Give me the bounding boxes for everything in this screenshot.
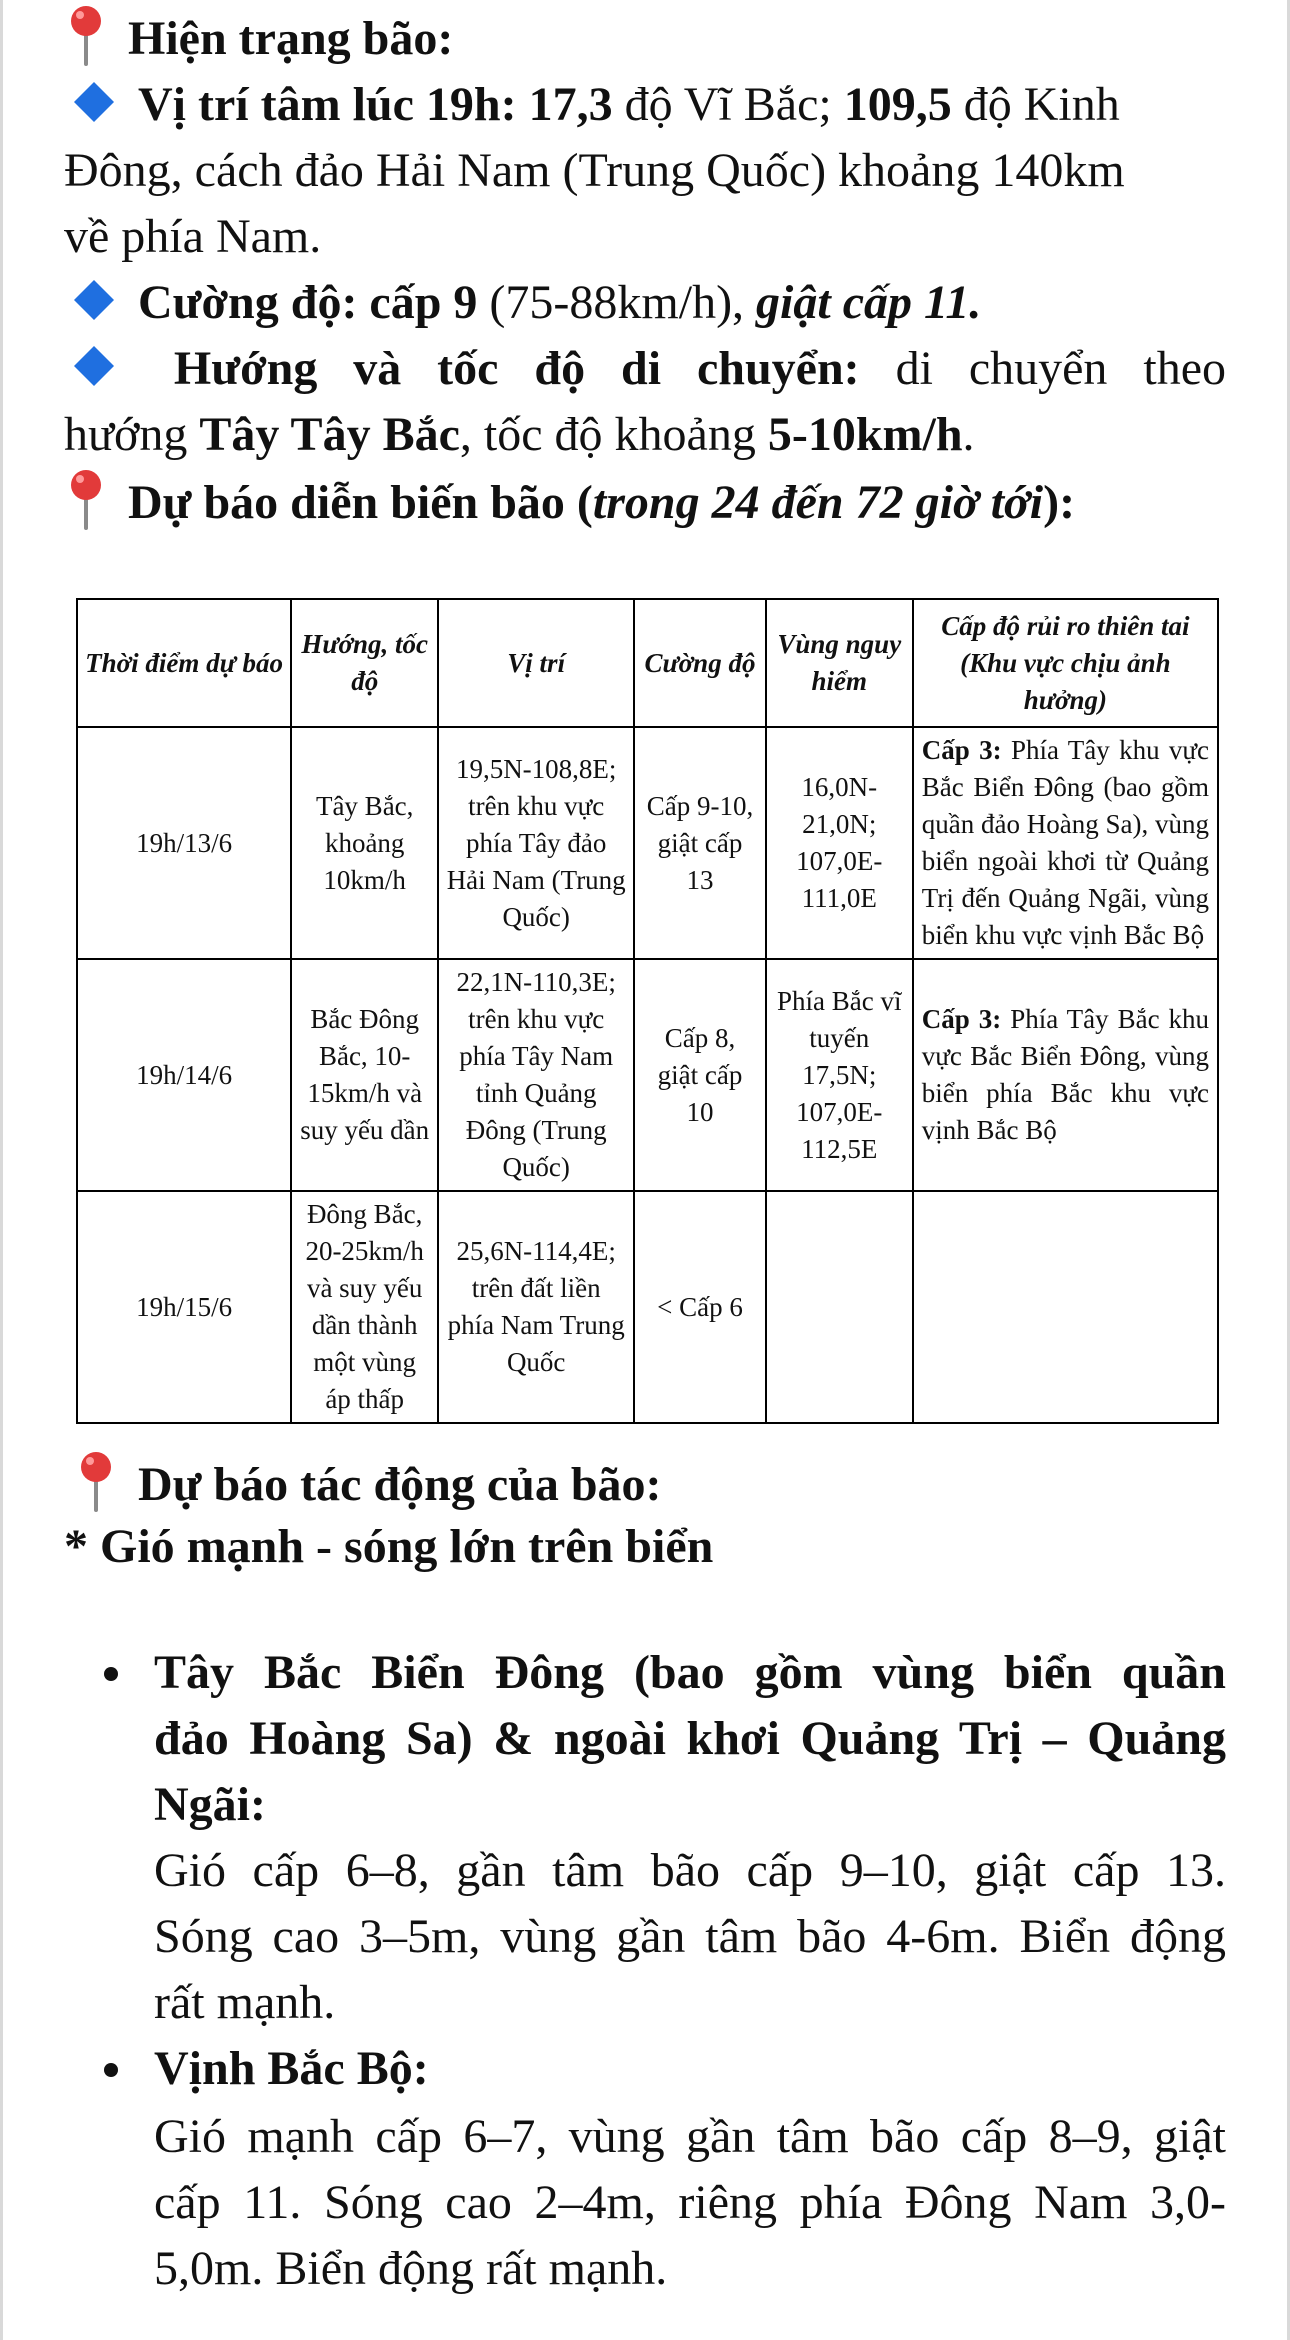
table-header-row <box>77 599 1218 727</box>
bullet-dot <box>104 2063 118 2077</box>
cell-risk <box>913 727 1218 959</box>
impact-item-title: Ngãi: <box>154 1778 266 1831</box>
pushpin-icon <box>74 1450 118 1512</box>
impact-item-body: 5,0m. Biển động rất mạnh. <box>154 2242 668 2295</box>
impact-item-title: đảo Hoàng Sa) & ngoài khơi Quảng Trị – Quảng <box>154 1712 1226 1765</box>
impact-item-title: Tây Bắc Biển Đông (bao gồm vùng biển quần <box>154 1646 1226 1699</box>
cell-position: 19,5N-108,8E; trên khu vực phía Tây đảo Hải Nam (Trung Quốc) <box>438 727 634 959</box>
header-position: Vị trí <box>438 599 634 727</box>
intensity-line: Cường độ: cấp 9 (75-88km/h), giật cấp 11. <box>64 270 1226 336</box>
movement-line-2: hướng Tây Tây Bắc, tốc độ khoảng 5-10km/h. <box>64 408 975 461</box>
impact-heading: Dự báo tác động của bão: <box>64 1450 1226 1518</box>
movement-line-1: Hướng và tốc độ di chuyển: di chuyển theo <box>64 336 1226 402</box>
cell-risk <box>913 959 1218 1191</box>
risk-area: Phía Tây Bắc khu vực Bắc Biển Đông, vùng biển phía Bắc khu vực vịnh Bắc Bộ <box>921 1004 1209 1145</box>
position-line-2: Đông, cách đảo Hải Nam (Trung Quốc) khoảng 140km <box>64 144 1125 197</box>
table-row <box>77 1191 1218 1423</box>
impact-item-body: cấp 11. Sóng cao 2–4m, riêng phía Đông Nam 3,0- <box>154 2176 1226 2229</box>
cell-intensity: Cấp 9-10, giật cấp 13 <box>634 727 766 959</box>
impact-subheading: * Gió mạnh - sóng lớn trên biển <box>64 1520 714 1573</box>
risk-area: Phía Tây khu vực Bắc Biển Đông (bao gồm quần đảo Hoàng Sa), vùng biển ngoài khơi từ Quảng Trị đến Quảng Ngãi, vùng biển khu vực vịnh Bắc Bộ <box>921 735 1210 950</box>
cell-danger-zone <box>766 1191 913 1423</box>
cell-direction: Tây Bắc, khoảng 10km/h <box>291 727 438 959</box>
blue-diamond-icon <box>72 278 116 322</box>
cell-position: 22,1N-110,3E; trên khu vực phía Tây Nam tỉnh Quảng Đông (Trung Quốc) <box>438 959 634 1191</box>
position-line-3: về phía Nam. <box>64 210 322 263</box>
impact-item-body: Sóng cao 3–5m, vùng gần tâm bão 4-6m. Biển động <box>154 1910 1226 1963</box>
header-intensity: Cường độ <box>634 599 766 727</box>
header-risk-level: Cấp độ rủi ro thiên tai (Khu vực chịu ảnh hưởng) <box>913 599 1218 727</box>
cell-direction: Đông Bắc, 20-25km/h và suy yếu dần thành một vùng áp thấp <box>291 1191 438 1423</box>
cell-time: 19h/13/6 <box>77 727 291 959</box>
impact-item-body: Gió mạnh cấp 6–7, vùng gần tâm bão cấp 8–9, giật <box>154 2110 1226 2163</box>
impact-item-body: Gió cấp 6–8, gần tâm bão cấp 9–10, giật cấp 13. <box>154 1844 1226 1897</box>
blue-diamond-icon <box>72 344 116 388</box>
impact-item-body: rất mạnh. <box>154 1976 336 2029</box>
table-row <box>77 727 1218 959</box>
cell-intensity: < Cấp 6 <box>634 1191 766 1423</box>
pushpin-icon <box>64 468 108 530</box>
bullet-dot <box>104 1667 118 1681</box>
risk-level: Cấp 3: <box>921 1004 1002 1034</box>
left-page-edge <box>0 0 3 2340</box>
impact-item-title: Vịnh Bắc Bộ: <box>154 2042 429 2095</box>
cell-danger-zone: 16,0N-21,0N; 107,0E-111,0E <box>766 727 913 959</box>
cell-position: 25,6N-114,4E; trên đất liền phía Nam Trung Quốc <box>438 1191 634 1423</box>
header-direction: Hướng, tốc độ <box>291 599 438 727</box>
cell-direction: Bắc Đông Bắc, 10-15km/h và suy yếu dần <box>291 959 438 1191</box>
forecast-table <box>76 598 1219 1424</box>
cell-time: 19h/15/6 <box>77 1191 291 1423</box>
cell-time: 19h/14/6 <box>77 959 291 1191</box>
cell-risk <box>913 1191 1218 1423</box>
header-danger-zone: Vùng nguy hiểm <box>766 599 913 727</box>
cell-intensity: Cấp 8, giật cấp 10 <box>634 959 766 1191</box>
risk-level: Cấp 3: <box>921 735 1002 765</box>
pushpin-icon <box>64 4 108 66</box>
current-status-heading: Hiện trạng bão: <box>64 4 1226 72</box>
header-time: Thời điểm dự báo <box>77 599 291 727</box>
table-row <box>77 959 1218 1191</box>
forecast-heading: Dự báo diễn biến bão (trong 24 đến 72 giờ tới): <box>64 468 1226 536</box>
cell-danger-zone: Phía Bắc vĩ tuyến 17,5N; 107,0E-112,5E <box>766 959 913 1191</box>
blue-diamond-icon <box>72 80 116 124</box>
position-line-1: Vị trí tâm lúc 19h: 17,3 độ Vĩ Bắc; 109,5 độ Kinh <box>64 72 1226 138</box>
